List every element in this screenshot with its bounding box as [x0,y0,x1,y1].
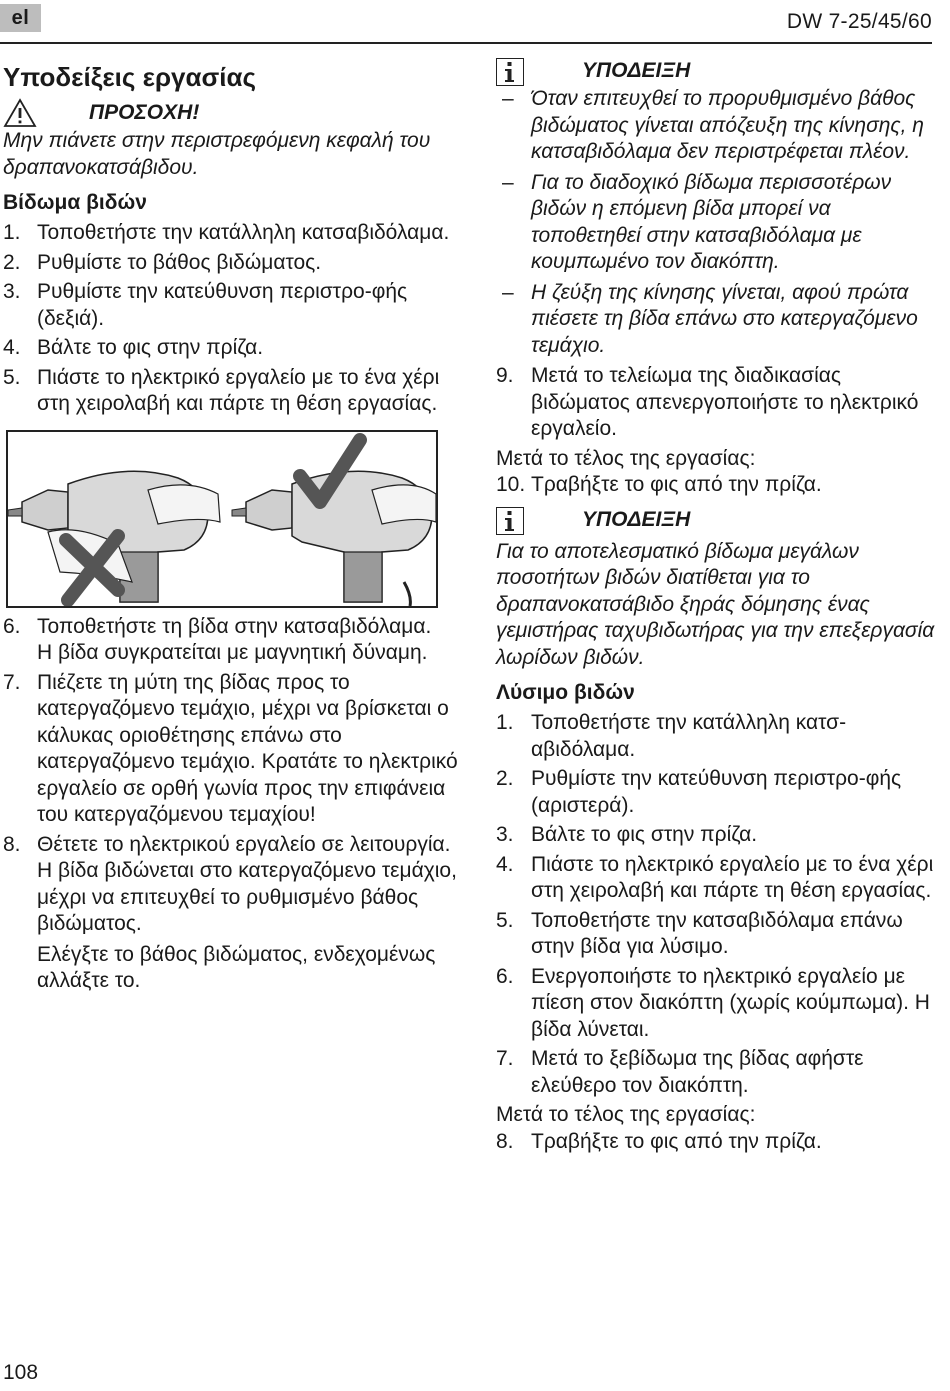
drill-correct-illustration [232,440,436,606]
list-item: 7. Μετά το ξεβίδωμα της βίδας αφήστε ελεύθερο τον διακόπτη. [496,1047,864,1097]
drill-wrong-illustration [8,471,220,602]
list-item: 8. Τραβήξτε το φις από την πρίζα. [496,1129,822,1153]
screwing-heading: Βίδωμα βιδών [3,191,147,214]
list-item: 10. Τραβήξτε το φις από την πρίζα. [496,473,822,496]
screwing-steps-c [496,363,936,443]
info-icon [496,58,524,86]
list-item: 7. Πιέζετε τη μύτη της βίδας προς το κατεργαζόμενο τεμάχιο, μέχρι να βρίσκεται ο κάλυκας οριοθέτησης επάνω στο κατεργαζόμενο τεμάχιο. Κρατάτε το ηλεκτρικό εργαλείο σε ορθή γωνία προς την επιφάνεια του κατεργαζόμενου τεμαχίου! [3,670,458,826]
list-item: 1. Τοποθετήστε την κατάλληλη κατσαβιδόλαμα. [3,221,450,244]
list-item: 6. Τοποθετήστε τη βίδα στην κατσαβιδόλαμα. Η βίδα συγκρατείται με μαγνητική δύναμη. [3,614,432,664]
screwing-steps-d [496,472,936,499]
info-icon [496,507,524,535]
screwing-steps-b [3,614,465,995]
list-item: 5. Τοποθετήστε την κατσαβιδόλαμα επάνω στην βίδα για λύσιμο. [496,908,903,958]
note-header-1 [496,56,936,86]
unscrewing-final [496,1129,936,1156]
drill-illustration [6,430,438,608]
warning-triangle-icon [3,98,37,128]
list-item: 8. Θέτετε το ηλεκτρικού εργαλείο σε λειτουργία. Η βίδα βιδώνεται στο κατεργαζόμενο τεμάχιο, μέχρι να επιτευχθεί το ρυθμισμένο βάθος βιδώματος. Ελέγξτε το βάθος βιδώματος, ενδεχομένως αλλάξτε το. [3,832,457,992]
caution-text: Μην πιάνετε στην περιστρεφόμενη κεφαλή του δραπανοκατσάβιδου. [3,129,431,179]
list-item: 5. Πιάστε το ηλεκτρικό εργαλείο με το ένα χέρι στη χειρολαβή και πάρτε τη θέση εργασίας. [3,365,440,415]
list-item: 1. Τοποθετήστε την κατάλληλη κατσ-αβιδόλαμα. [496,711,847,761]
note-label-1: ΥΠΟΔΕΙΞΗ [582,59,691,82]
list-item: – Για το διαδοχικό βίδωμα περισσοτέρων βιδών η επόμενη βίδα μπορεί να τοποθετηθεί στην κατσαβιδόλαμα με κουμπωμένο τον διακόπτη. [496,170,936,276]
screwing-steps-a [3,220,465,418]
unscrewing-heading: Λύσιμο βιδών [496,681,635,704]
list-item: 3. Βάλτε το φις στην πρίζα. [496,823,758,846]
list-item: – Όταν επιτευχθεί το προρυθμισμένο βάθος βιδώματος γίνεται απόζευξη της κίνησης, η κατσαβιδόλαμα δεν περιστρέφεται πλέον. [496,86,936,166]
list-item: 9. Μετά το τελείωμα της διαδικασίας βιδώματος απενεργοποιήστε το ηλεκτρικό εργαλείο. [496,364,919,440]
page-number: 108 [3,1361,39,1384]
list-item: 6. Ενεργοποιήστε το ηλεκτρικό εργαλείο με πίεση στον διακόπτη (χωρίς κούμπωμα). Η βίδα λύνεται. [496,964,930,1041]
list-item: 3. Ρυθμίστε την κατεύθυνση περιστρο-φής (δεξιά). [3,280,408,330]
caution-label: ΠΡΟΣΟΧΗ! [89,101,200,124]
after-work-text: Μετά το τέλος της εργασίας: [496,446,756,470]
list-item: 4. Πιάστε το ηλεκτρικό εργαλείο με το ένα χέρι στη χειρολαβή και πάρτε τη θέση εργασίας. [496,852,934,902]
left-column [3,56,465,998]
unscrewing-steps [496,710,936,1099]
list-item: 4. Βάλτε το φις στην πρίζα. [3,336,264,359]
after-work-text-2: Μετά το τέλος της εργασίας: [496,1103,756,1126]
note-header-2 [496,505,936,535]
caution-header [3,98,465,128]
model-number: DW 7-25/45/60 [786,10,932,33]
right-column [496,56,936,1158]
section-title: Υποδείξεις εργασίας [3,62,257,92]
note-bullets [496,86,936,359]
list-item: – Η ζεύξη της κίνησης γίνεται, αφού πρώτα πιέσετε τη βίδα επάνω στο κατεργαζόμενο τεμάχιο. [496,280,936,360]
language-badge: el [0,4,41,32]
header-rule [0,42,932,44]
note-label-2: ΥΠΟΔΕΙΞΗ [582,507,691,531]
list-item: 2. Ρυθμίστε την κατεύθυνση περιστρο-φής (αριστερά). [496,767,902,817]
list-item: 2. Ρυθμίστε το βάθος βιδώματος. [3,250,322,274]
note-text-2: Για το αποτελεσματικό βίδωμα μεγάλων ποσοτήτων βιδών διατίθεται για το δραπανοκατσάβιδο ξηράς δόμησης ένας γεμιστήρας ταχυβιδωτήρας για την επεξεργασία λωρίδων βιδών. [496,539,935,669]
